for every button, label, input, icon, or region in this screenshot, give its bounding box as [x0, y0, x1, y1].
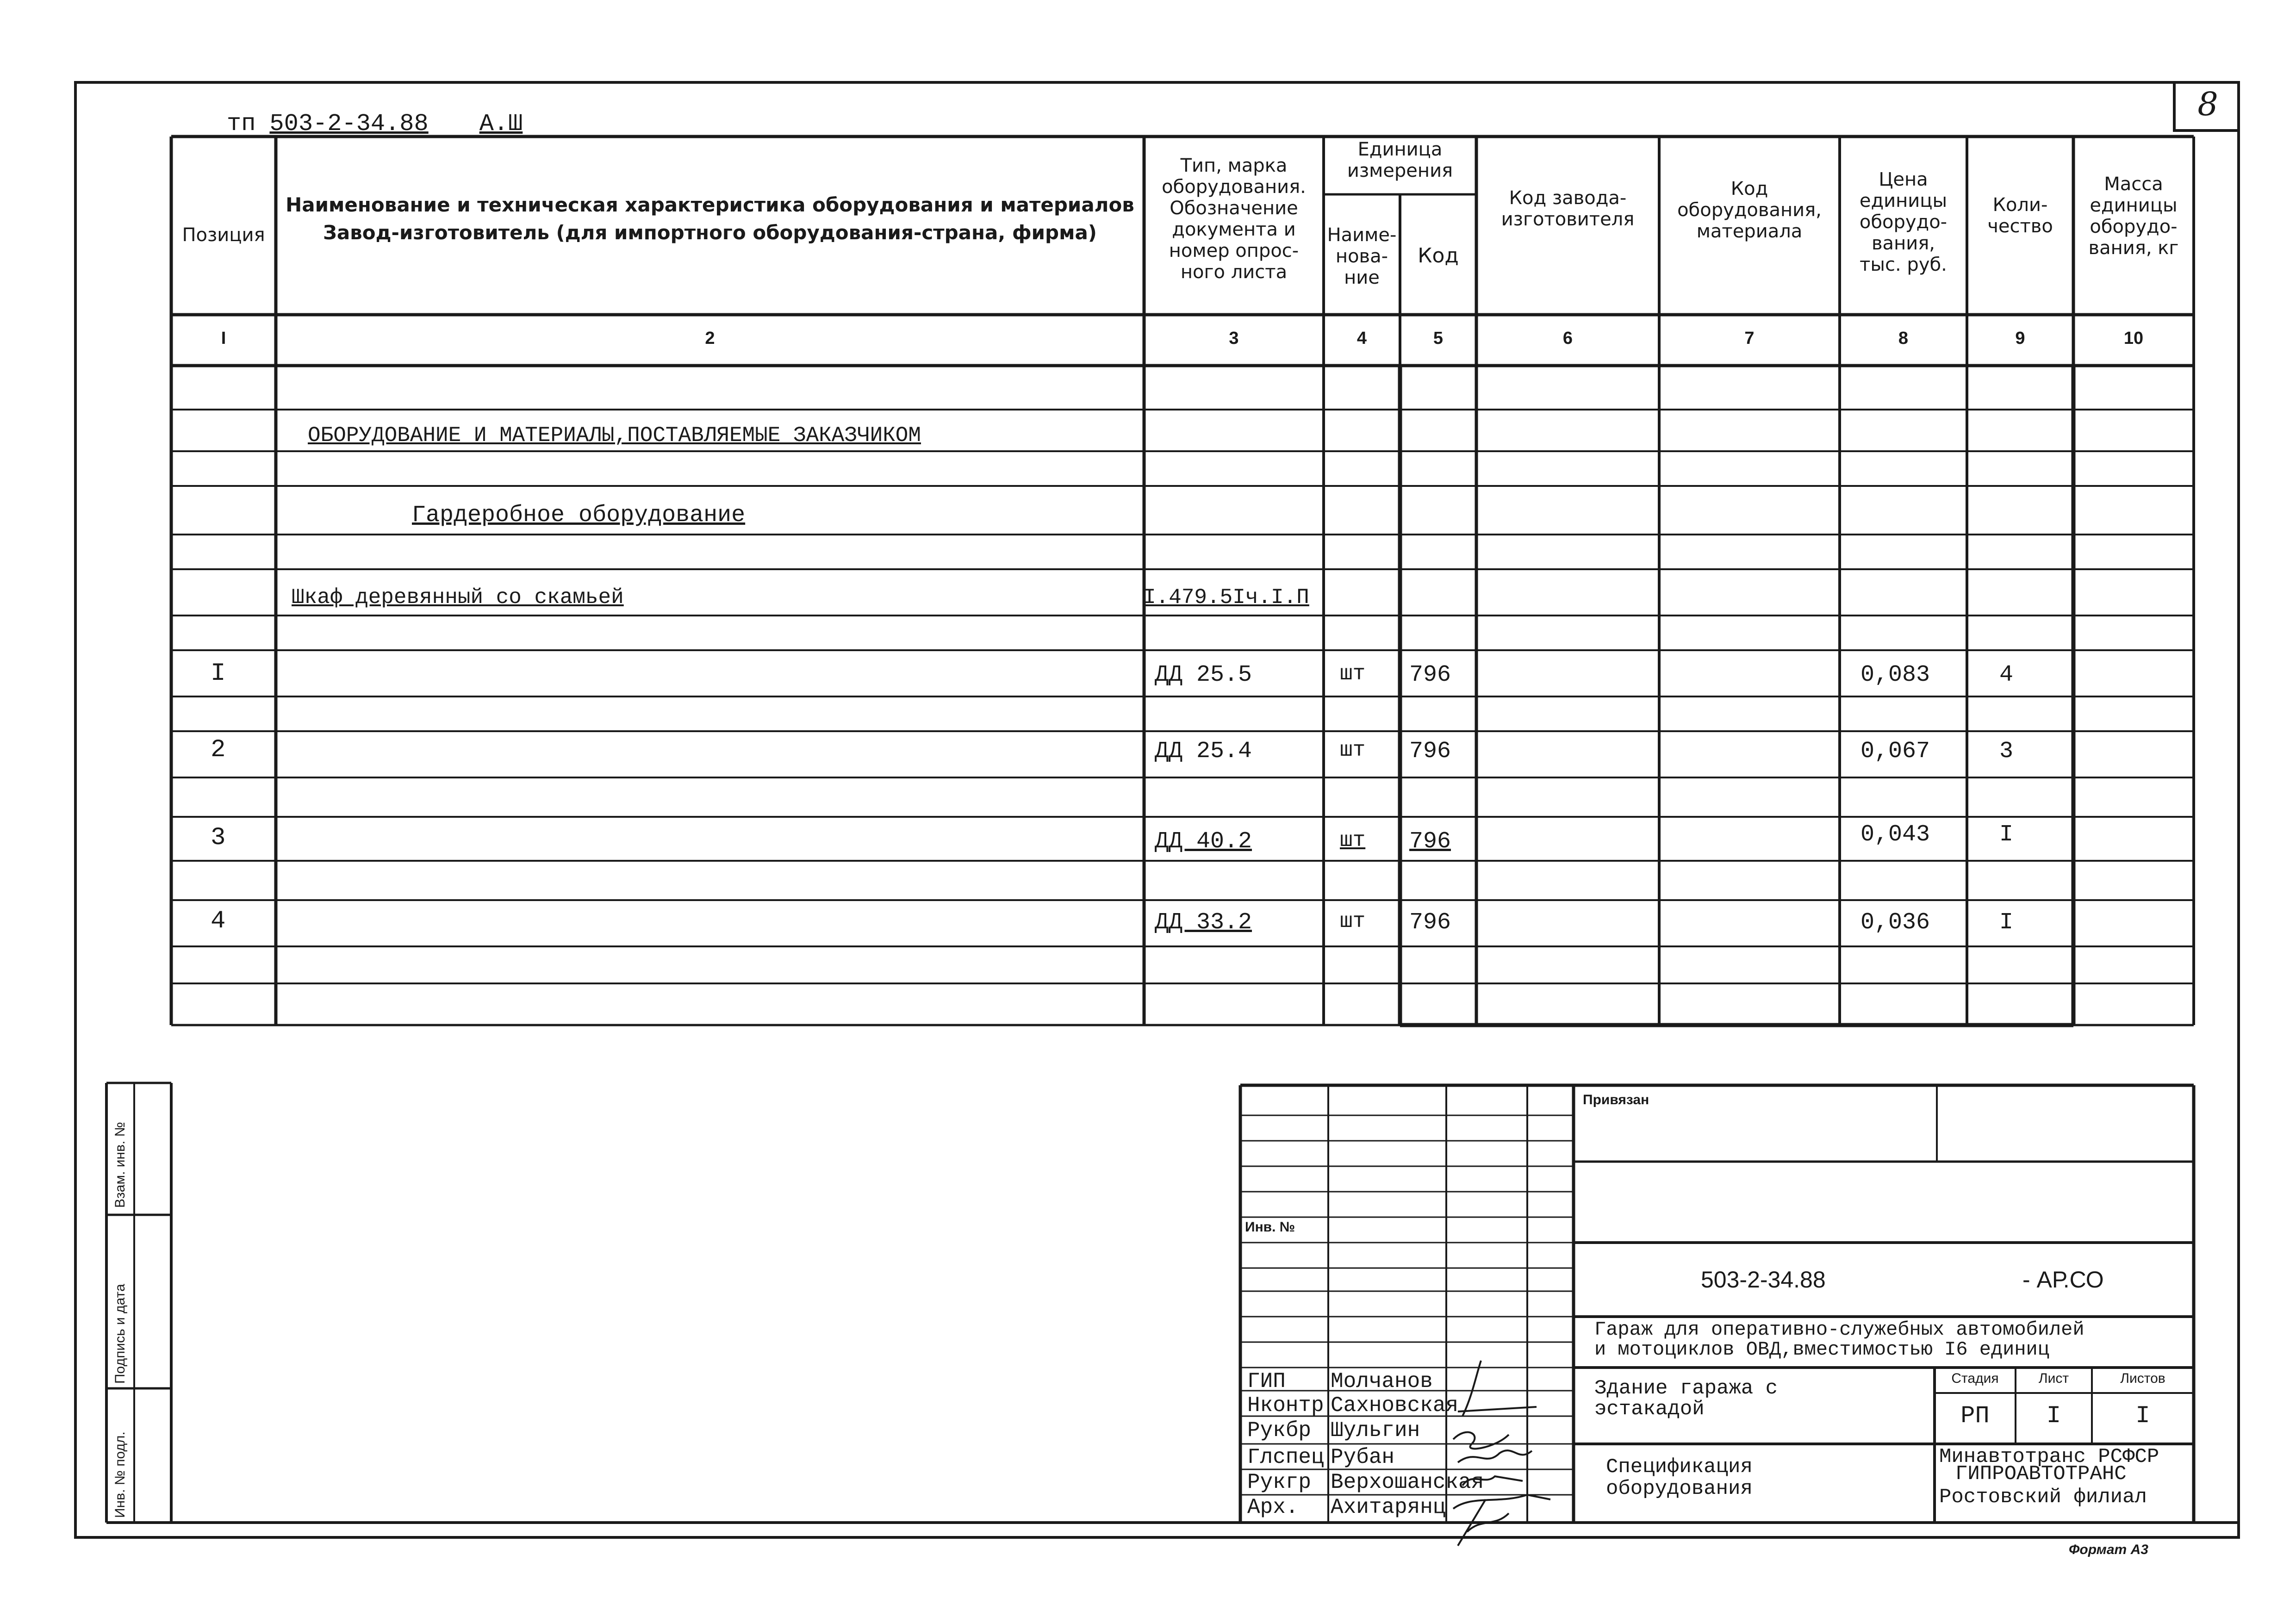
- top-code-prefix: тп: [227, 110, 256, 137]
- row-qty: 4: [1999, 662, 2014, 688]
- row-price: 0,043: [1860, 821, 1930, 848]
- header-price-l1: Цена: [1879, 169, 1928, 190]
- header-equip-l3: материала: [1696, 221, 1803, 242]
- row-price: 0,083: [1860, 662, 1930, 688]
- header-mass-l2: единицы: [2090, 195, 2178, 216]
- header-price-l5: тыс. руб.: [1860, 254, 1947, 275]
- bound-label: Привязан: [1583, 1092, 1649, 1107]
- col-num-9: 9: [2015, 329, 2025, 348]
- top-code-number: 503-2-34.88: [269, 110, 429, 137]
- row-unit: шт: [1340, 738, 1366, 762]
- header-type-l3: Обозначение: [1170, 198, 1298, 219]
- doc-code: 503-2-34.88: [1701, 1267, 1826, 1293]
- header-mass-l1: Масса: [2104, 174, 2163, 195]
- row-pos: I: [211, 659, 226, 688]
- signer-name: Молчанов: [1331, 1369, 1433, 1393]
- header-mass-l4: вания, кг: [2088, 237, 2179, 259]
- top-code-suffix: А.Ш: [479, 110, 523, 137]
- org-l1: Минавтотранс РСФСР: [1939, 1445, 2159, 1468]
- signer-role: Глспец: [1247, 1445, 1324, 1469]
- side-label-original-inv: Инв. № подл.: [112, 1431, 128, 1518]
- sheets-value: I: [2135, 1402, 2150, 1430]
- signer-role: ГИП: [1247, 1369, 1286, 1393]
- row-type: ДД 25.4: [1155, 738, 1252, 765]
- header-price-l4: вания,: [1871, 233, 1935, 254]
- row-qty: I: [1999, 821, 2014, 848]
- col-num-5: 5: [1433, 329, 1444, 348]
- header-type-l2: оборудования.: [1162, 176, 1306, 198]
- signer-name: Шульгин: [1331, 1418, 1420, 1443]
- org-l3: Ростовский филиал: [1939, 1486, 2147, 1509]
- header-unit-group-l2: измерения: [1347, 160, 1453, 181]
- row-type: ДД 33.2: [1155, 909, 1252, 936]
- sheet-value: I: [2046, 1402, 2061, 1430]
- header-unit-name-l2: нова-: [1335, 246, 1388, 267]
- col-num-7: 7: [1744, 329, 1755, 348]
- format-label: Формат А3: [2069, 1542, 2148, 1557]
- col-num-8: 8: [1898, 329, 1909, 348]
- col-num-6: 6: [1562, 329, 1573, 348]
- row-qty: 3: [1999, 738, 2014, 765]
- section-title: ОБОРУДОВАНИЕ И МАТЕРИАЛЫ,ПОСТАВЛЯЕМЫЕ ЗАКАЗЧИКОМ: [308, 423, 921, 448]
- signer-name: Ахитарянц: [1331, 1495, 1446, 1519]
- header-unit-code: Код: [1418, 244, 1459, 267]
- row-code: 796: [1409, 828, 1451, 855]
- header-factory-l1: Код завода-: [1509, 187, 1627, 209]
- header-type-l4: документа и: [1172, 219, 1296, 240]
- sheet-title-l1: Здание гаража с: [1594, 1377, 1778, 1400]
- subsection-title: Гардеробное оборудование: [412, 502, 746, 529]
- header-qty-l1: Коли-: [1992, 194, 2048, 216]
- stage-value: РП: [1960, 1402, 1990, 1430]
- stage-label: Стадия: [1951, 1371, 1999, 1386]
- header-name-line1: Наименование и техническая характеристика оборудования и материалов: [286, 193, 1134, 216]
- signer-name: Рубан: [1331, 1445, 1395, 1469]
- row-price: 0,036: [1860, 909, 1930, 936]
- header-type-l5: номер опрос-: [1169, 240, 1299, 261]
- signer-role: Рукбр: [1247, 1418, 1312, 1443]
- row-unit: шт: [1340, 828, 1366, 852]
- header-qty-l2: чество: [1987, 216, 2053, 237]
- sheets-label: Листов: [2120, 1371, 2165, 1386]
- project-title-l2: и мотоциклов ОВД,вместимостью I6 единиц: [1594, 1338, 2049, 1361]
- col-num-3: 3: [1229, 329, 1239, 348]
- header-equip-l2: оборудования,: [1677, 199, 1822, 221]
- row-price: 0,067: [1860, 738, 1930, 765]
- side-label-signature-date: Подпись и дата: [112, 1284, 128, 1384]
- col-num-1: I: [221, 329, 226, 348]
- inv-no-label: Инв. №: [1245, 1219, 1295, 1235]
- signer-role: Нконтр: [1247, 1393, 1324, 1418]
- header-position: Позиция: [182, 224, 265, 246]
- header-mass-l3: оборудо-: [2090, 216, 2178, 237]
- col-num-4: 4: [1356, 329, 1367, 348]
- row-qty: I: [1999, 909, 2014, 936]
- col-num-10: 10: [2123, 329, 2144, 348]
- item-group-doc: I.479.5Iч.I.П: [1143, 585, 1309, 609]
- row-type: ДД 40.2: [1155, 828, 1252, 855]
- header-unit-name-l3: ние: [1344, 267, 1380, 288]
- header-price-l2: единицы: [1859, 190, 1948, 211]
- header-unit-group-l1: Единица: [1357, 139, 1443, 160]
- item-group-name: Шкаф деревянный со скамьей: [292, 585, 624, 609]
- row-pos: 2: [211, 736, 226, 764]
- header-type-l6: ного листа: [1180, 261, 1288, 283]
- row-code: 796: [1409, 909, 1451, 936]
- signer-role: Рукгр: [1247, 1470, 1312, 1494]
- spec-title-l1: Спецификация: [1606, 1455, 1753, 1479]
- header-unit-name-l1: Наиме-: [1327, 224, 1397, 246]
- header-equip-l1: Код: [1730, 178, 1768, 199]
- row-unit: шт: [1340, 662, 1366, 686]
- sheet-number: 8: [2197, 85, 2218, 123]
- row-unit: шт: [1340, 909, 1366, 933]
- signer-role: Арх.: [1247, 1495, 1299, 1519]
- project-title-l1: Гараж для оперативно-служебных автомобилей: [1594, 1318, 2084, 1341]
- sheet-title-l2: эстакадой: [1594, 1398, 1705, 1421]
- row-pos: 3: [211, 824, 226, 852]
- signatures: [1444, 1347, 1555, 1550]
- signer-name: Сахновская: [1331, 1393, 1459, 1418]
- spec-title-l2: оборудования: [1606, 1477, 1753, 1500]
- doc-suffix: - АР.СО: [2022, 1267, 2104, 1293]
- row-pos: 4: [211, 907, 226, 935]
- row-code: 796: [1409, 662, 1451, 688]
- signer-name: Верхошанская: [1331, 1470, 1484, 1494]
- header-name-line2: Завод-изготовитель (для импортного оборудования-страна, фирма): [323, 221, 1097, 244]
- row-type: ДД 25.5: [1155, 662, 1252, 688]
- side-label-replaced-inv: Взам. инв. №: [112, 1122, 128, 1208]
- header-factory-l2: изготовителя: [1501, 209, 1635, 230]
- row-code: 796: [1409, 738, 1451, 765]
- header-type-l1: Тип, марка: [1180, 155, 1288, 176]
- sheet-label: Лист: [2038, 1371, 2069, 1386]
- org-l2: ГИПРОАВТОТРАНС: [1955, 1462, 2127, 1486]
- col-num-2: 2: [705, 329, 715, 348]
- header-price-l3: оборудо-: [1859, 211, 1948, 233]
